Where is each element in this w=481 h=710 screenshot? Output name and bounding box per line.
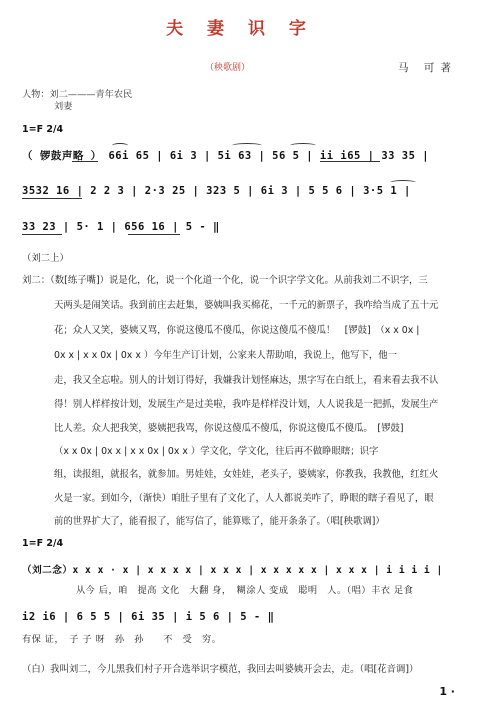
- author: 马 可著: [398, 62, 457, 74]
- score-row-2: 3532 16 | 2 2 3 | 2·3 25 | 323 5 | 6i 3 | 5 5 6 | 3·5 1 |: [22, 185, 411, 197]
- beam-line: [22, 198, 82, 199]
- monologue-line: （x x 0x | 0x x | x x 0x | 0x x ）学文化，学文化，往后再不做睁眼瞎；识字: [54, 446, 379, 457]
- monologue-line: 走，我又全忘啦。别人的计划订得好，我嫌我计划怪麻达，黑字写在白纸上，看来看去我不认: [54, 375, 439, 386]
- beam-line: [72, 161, 98, 162]
- monologue-line: 得！别人样样按计划，发展生产是过美啦，我咋是样样没计划，人人说我是一把抓，发展生产: [54, 399, 439, 410]
- song-lyrics-2: 有保 证， 子 子 呀 孙 孙 不 受 穷。: [22, 634, 222, 645]
- monologue-line: 火是一家。到如今，（渐快）咱肚子里有了文化了，人人都说美咋了，睁眼的瞎子看见了，眼: [54, 493, 434, 504]
- beam-line: [128, 234, 180, 235]
- score-row-1: （ 锣鼓声略 ） 66i 65 | 6i 3 | 5i 63 | 56 5 | ii i65 | 33 35 |: [22, 150, 430, 162]
- monologue-line: 花；众人又笑，婆姨又骂，你说这傻瓜不傻瓜，你说这傻瓜不傻瓜！ [锣鼓] （x x 0x |: [54, 325, 420, 336]
- beam-line: [22, 234, 62, 235]
- beam-line: [320, 161, 380, 162]
- page-number: 1 ·: [439, 685, 455, 698]
- monologue-line: 0x x | x x 0x | 0x x ）今年生产订计划，公家来人帮助咱，我说上，他写下，他一: [54, 350, 397, 361]
- key-signature-2: 1=F 2/4: [22, 538, 64, 549]
- tie-mark: [390, 180, 416, 185]
- monologue-line: 天两头是闹笑话。我到前庄去赶集，婆姨叫我买棉花，一千元的新票子，我咋给当成了五十元: [54, 300, 439, 311]
- closing-line: （白）我叫刘二，今儿黑我们村子开合选举识字模范，我回去叫婆姨开会去，走。（唱[花音调]）: [22, 664, 419, 675]
- key-signature-1: 1=F 2/4: [22, 124, 64, 135]
- monologue-line: 刘二：（数[练子嘴]）说是化，化，说一个化道一个化，说一个识字学文化。从前我刘二不识字，三: [22, 275, 428, 286]
- stage-direction-enter: （刘二上）: [22, 253, 69, 264]
- song-notes-2: i2 i6 | 6 5 5 | 6i 35 | i 5 6 | 5 - ‖: [22, 611, 275, 623]
- monologue-line: 组，读报组，就报名，就参加。男娃娃，女娃娃，老头子，婆姨家，你教我，我教他，红红火: [54, 469, 439, 480]
- tie-mark: [112, 143, 128, 148]
- song-notes-1: （刘二念）x x x · x | x x x x | x x x | x x x x x | x x x | i i i i |: [22, 565, 443, 576]
- genre-subtitle: （秧歌剧）: [205, 63, 251, 73]
- characters-line-1: 人物：刘二———青年农民: [22, 89, 133, 100]
- tie-mark: [232, 143, 262, 148]
- monologue-line: 前的世界扩大了，能看报了，能写信了，能算账了，能开条条了。（唱[秧歌调]）: [54, 516, 385, 527]
- tie-mark: [290, 143, 316, 148]
- characters-line-2: 刘妻: [54, 101, 73, 112]
- page-title: 夫 妻 识 字: [166, 19, 315, 39]
- monologue-line: 比人差。众人把我笑，婆姨把我骂，你说这傻瓜不傻瓜，你说这傻瓜不傻瓜。 [锣鼓]: [54, 423, 404, 434]
- song-lyrics-1: 从今 后，咱 提高 文化 大翻 身， 糊涂人 变成 聪明 人。（唱）丰衣 足食: [76, 585, 414, 596]
- score-row-3: 33 23 | 5· 1 | 656 16 | 5 - ‖: [22, 221, 220, 233]
